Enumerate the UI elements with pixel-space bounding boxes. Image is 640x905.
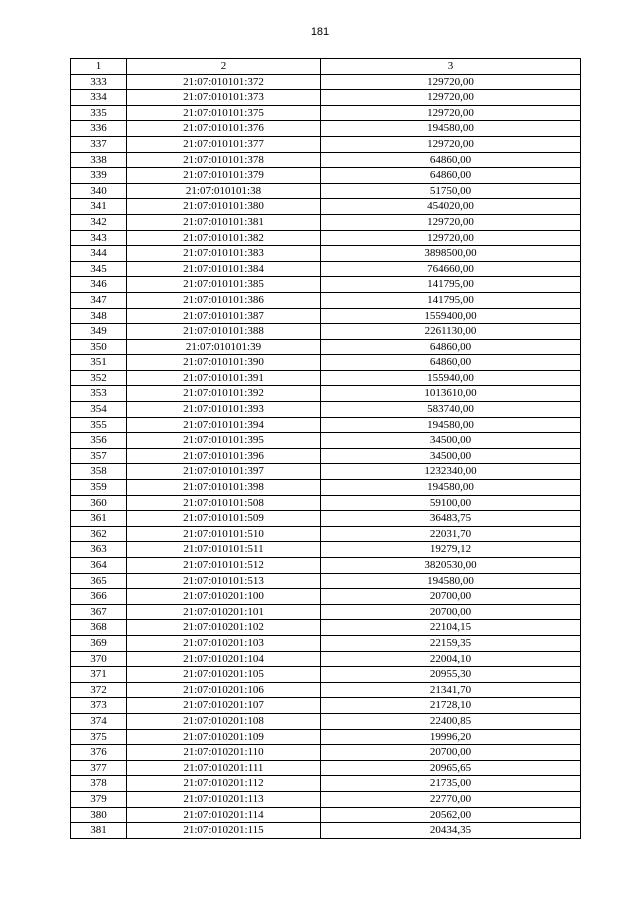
value-cell: 3898500,00 bbox=[321, 246, 581, 262]
row-number-cell: 350 bbox=[71, 339, 127, 355]
cadastral-number-cell: 21:07:010101:386 bbox=[127, 292, 321, 308]
cadastral-number-cell: 21:07:010201:101 bbox=[127, 604, 321, 620]
row-number-cell: 358 bbox=[71, 464, 127, 480]
value-cell: 22770,00 bbox=[321, 791, 581, 807]
cadastral-number-cell: 21:07:010201:111 bbox=[127, 760, 321, 776]
row-number-cell: 349 bbox=[71, 324, 127, 340]
row-number-cell: 341 bbox=[71, 199, 127, 215]
row-number-cell: 357 bbox=[71, 448, 127, 464]
table-row bbox=[71, 261, 581, 277]
value-cell: 1013610,00 bbox=[321, 386, 581, 402]
cadastral-number-cell: 21:07:010101:387 bbox=[127, 308, 321, 324]
row-number-cell: 345 bbox=[71, 261, 127, 277]
row-number-cell: 378 bbox=[71, 776, 127, 792]
row-number-cell: 379 bbox=[71, 791, 127, 807]
table-row bbox=[71, 74, 581, 90]
table-row bbox=[71, 448, 581, 464]
cadastral-number-cell: 21:07:010101:397 bbox=[127, 464, 321, 480]
table-row bbox=[71, 729, 581, 745]
value-cell: 20700,00 bbox=[321, 745, 581, 761]
table-row bbox=[71, 168, 581, 184]
value-cell: 129720,00 bbox=[321, 105, 581, 121]
table-row bbox=[71, 760, 581, 776]
cadastral-number-cell: 21:07:010201:114 bbox=[127, 807, 321, 823]
table-row bbox=[71, 214, 581, 230]
row-number-cell: 344 bbox=[71, 246, 127, 262]
table-row bbox=[71, 199, 581, 215]
table-header-row bbox=[71, 59, 581, 75]
value-cell: 20700,00 bbox=[321, 604, 581, 620]
value-cell: 21728,10 bbox=[321, 698, 581, 714]
row-number-cell: 362 bbox=[71, 526, 127, 542]
value-cell: 20955,30 bbox=[321, 667, 581, 683]
value-cell: 194580,00 bbox=[321, 480, 581, 496]
row-number-cell: 333 bbox=[71, 74, 127, 90]
table-row bbox=[71, 339, 581, 355]
value-cell: 21735,00 bbox=[321, 776, 581, 792]
value-cell: 19279,12 bbox=[321, 542, 581, 558]
cadastral-number-cell: 21:07:010101:39 bbox=[127, 339, 321, 355]
table-row bbox=[71, 823, 581, 839]
row-number-cell: 355 bbox=[71, 417, 127, 433]
cadastral-number-cell: 21:07:010201:103 bbox=[127, 635, 321, 651]
table-row bbox=[71, 558, 581, 574]
row-number-cell: 334 bbox=[71, 90, 127, 106]
row-number-cell: 356 bbox=[71, 433, 127, 449]
row-number-cell: 363 bbox=[71, 542, 127, 558]
table-row bbox=[71, 277, 581, 293]
value-cell: 764660,00 bbox=[321, 261, 581, 277]
page-number: 181 bbox=[310, 26, 330, 38]
row-number-cell: 366 bbox=[71, 589, 127, 605]
row-number-cell: 353 bbox=[71, 386, 127, 402]
value-cell: 34500,00 bbox=[321, 433, 581, 449]
cadastral-number-cell: 21:07:010201:113 bbox=[127, 791, 321, 807]
value-cell: 22104,15 bbox=[321, 620, 581, 636]
cadastral-number-cell: 21:07:010201:105 bbox=[127, 667, 321, 683]
row-number-cell: 364 bbox=[71, 558, 127, 574]
table-row bbox=[71, 308, 581, 324]
value-cell: 22031,70 bbox=[321, 526, 581, 542]
value-cell: 22400,85 bbox=[321, 713, 581, 729]
row-number-cell: 347 bbox=[71, 292, 127, 308]
table-row bbox=[71, 807, 581, 823]
value-cell: 64860,00 bbox=[321, 339, 581, 355]
value-cell: 129720,00 bbox=[321, 90, 581, 106]
cadastral-number-cell: 21:07:010101:509 bbox=[127, 511, 321, 527]
row-number-cell: 380 bbox=[71, 807, 127, 823]
value-cell: 454020,00 bbox=[321, 199, 581, 215]
table-row bbox=[71, 90, 581, 106]
cadastral-number-cell: 21:07:010101:375 bbox=[127, 105, 321, 121]
table-row bbox=[71, 713, 581, 729]
table-row bbox=[71, 230, 581, 246]
cadastral-number-cell: 21:07:010101:385 bbox=[127, 277, 321, 293]
cadastral-number-cell: 21:07:010101:372 bbox=[127, 74, 321, 90]
cadastral-number-cell: 21:07:010201:112 bbox=[127, 776, 321, 792]
value-cell: 129720,00 bbox=[321, 74, 581, 90]
row-number-cell: 360 bbox=[71, 495, 127, 511]
row-number-cell: 336 bbox=[71, 121, 127, 137]
table-row bbox=[71, 698, 581, 714]
cadastral-number-cell: 21:07:010101:388 bbox=[127, 324, 321, 340]
table-row bbox=[71, 417, 581, 433]
cadastral-number-cell: 21:07:010101:512 bbox=[127, 558, 321, 574]
cadastral-number-cell: 21:07:010101:380 bbox=[127, 199, 321, 215]
table-row bbox=[71, 573, 581, 589]
value-cell: 194580,00 bbox=[321, 417, 581, 433]
cadastral-number-cell: 21:07:010101:384 bbox=[127, 261, 321, 277]
table-row bbox=[71, 355, 581, 371]
row-number-cell: 371 bbox=[71, 667, 127, 683]
table-row bbox=[71, 776, 581, 792]
value-cell: 129720,00 bbox=[321, 136, 581, 152]
row-number-cell: 340 bbox=[71, 183, 127, 199]
table-row bbox=[71, 105, 581, 121]
column-header-cadastral-number: 2 bbox=[127, 59, 321, 75]
row-number-cell: 377 bbox=[71, 760, 127, 776]
table-row bbox=[71, 791, 581, 807]
cadastral-number-cell: 21:07:010101:392 bbox=[127, 386, 321, 402]
column-header-value: 3 bbox=[321, 59, 581, 75]
cadastral-number-cell: 21:07:010101:393 bbox=[127, 402, 321, 418]
value-cell: 20562,00 bbox=[321, 807, 581, 823]
value-cell: 21341,70 bbox=[321, 682, 581, 698]
table-body bbox=[71, 74, 581, 838]
table-row bbox=[71, 292, 581, 308]
row-number-cell: 351 bbox=[71, 355, 127, 371]
value-cell: 64860,00 bbox=[321, 152, 581, 168]
value-cell: 1559400,00 bbox=[321, 308, 581, 324]
row-number-cell: 375 bbox=[71, 729, 127, 745]
value-cell: 155940,00 bbox=[321, 370, 581, 386]
cadastral-number-cell: 21:07:010101:395 bbox=[127, 433, 321, 449]
cadastral-number-cell: 21:07:010101:510 bbox=[127, 526, 321, 542]
cadastral-number-cell: 21:07:010101:382 bbox=[127, 230, 321, 246]
table-row bbox=[71, 183, 581, 199]
table-row bbox=[71, 136, 581, 152]
cadastral-number-cell: 21:07:010201:100 bbox=[127, 589, 321, 605]
row-number-cell: 372 bbox=[71, 682, 127, 698]
value-cell: 2261130,00 bbox=[321, 324, 581, 340]
table-row bbox=[71, 511, 581, 527]
value-cell: 22159,35 bbox=[321, 635, 581, 651]
table-row bbox=[71, 667, 581, 683]
table-row bbox=[71, 324, 581, 340]
row-number-cell: 374 bbox=[71, 713, 127, 729]
value-cell: 59100,00 bbox=[321, 495, 581, 511]
value-cell: 194580,00 bbox=[321, 573, 581, 589]
value-cell: 141795,00 bbox=[321, 292, 581, 308]
table-row bbox=[71, 152, 581, 168]
cadastral-number-cell: 21:07:010101:394 bbox=[127, 417, 321, 433]
value-cell: 19996,20 bbox=[321, 729, 581, 745]
value-cell: 20700,00 bbox=[321, 589, 581, 605]
row-number-cell: 361 bbox=[71, 511, 127, 527]
value-cell: 583740,00 bbox=[321, 402, 581, 418]
row-number-cell: 368 bbox=[71, 620, 127, 636]
cadastral-number-cell: 21:07:010101:38 bbox=[127, 183, 321, 199]
cadastral-number-cell: 21:07:010101:381 bbox=[127, 214, 321, 230]
row-number-cell: 365 bbox=[71, 573, 127, 589]
value-cell: 20434,35 bbox=[321, 823, 581, 839]
row-number-cell: 359 bbox=[71, 480, 127, 496]
table-row bbox=[71, 402, 581, 418]
row-number-cell: 335 bbox=[71, 105, 127, 121]
row-number-cell: 352 bbox=[71, 370, 127, 386]
value-cell: 36483,75 bbox=[321, 511, 581, 527]
cadastral-number-cell: 21:07:010201:109 bbox=[127, 729, 321, 745]
value-cell: 129720,00 bbox=[321, 214, 581, 230]
row-number-cell: 369 bbox=[71, 635, 127, 651]
column-header-number: 1 bbox=[71, 59, 127, 75]
cadastral-number-cell: 21:07:010101:391 bbox=[127, 370, 321, 386]
cadastral-number-cell: 21:07:010101:377 bbox=[127, 136, 321, 152]
value-cell: 20965,65 bbox=[321, 760, 581, 776]
row-number-cell: 348 bbox=[71, 308, 127, 324]
cadastral-number-cell: 21:07:010101:390 bbox=[127, 355, 321, 371]
table-row bbox=[71, 526, 581, 542]
table-row bbox=[71, 589, 581, 605]
table-row bbox=[71, 495, 581, 511]
table-row bbox=[71, 682, 581, 698]
row-number-cell: 343 bbox=[71, 230, 127, 246]
row-number-cell: 338 bbox=[71, 152, 127, 168]
table-row bbox=[71, 480, 581, 496]
table-row bbox=[71, 370, 581, 386]
cadastral-number-cell: 21:07:010101:511 bbox=[127, 542, 321, 558]
table-row bbox=[71, 604, 581, 620]
table-row bbox=[71, 386, 581, 402]
value-cell: 51750,00 bbox=[321, 183, 581, 199]
cadastral-number-cell: 21:07:010101:378 bbox=[127, 152, 321, 168]
row-number-cell: 346 bbox=[71, 277, 127, 293]
cadastral-number-cell: 21:07:010101:513 bbox=[127, 573, 321, 589]
table-row bbox=[71, 745, 581, 761]
cadastral-number-cell: 21:07:010101:383 bbox=[127, 246, 321, 262]
cadastral-number-cell: 21:07:010101:379 bbox=[127, 168, 321, 184]
value-cell: 194580,00 bbox=[321, 121, 581, 137]
table-row bbox=[71, 464, 581, 480]
value-cell: 22004,10 bbox=[321, 651, 581, 667]
table-row bbox=[71, 121, 581, 137]
row-number-cell: 370 bbox=[71, 651, 127, 667]
cadastral-number-cell: 21:07:010101:396 bbox=[127, 448, 321, 464]
cadastral-number-cell: 21:07:010101:376 bbox=[127, 121, 321, 137]
value-cell: 141795,00 bbox=[321, 277, 581, 293]
cadastral-number-cell: 21:07:010101:373 bbox=[127, 90, 321, 106]
cadastral-number-cell: 21:07:010201:107 bbox=[127, 698, 321, 714]
value-cell: 64860,00 bbox=[321, 168, 581, 184]
cadastral-number-cell: 21:07:010101:398 bbox=[127, 480, 321, 496]
table-row bbox=[71, 246, 581, 262]
row-number-cell: 342 bbox=[71, 214, 127, 230]
value-cell: 3820530,00 bbox=[321, 558, 581, 574]
value-cell: 34500,00 bbox=[321, 448, 581, 464]
row-number-cell: 367 bbox=[71, 604, 127, 620]
cadastral-number-cell: 21:07:010201:115 bbox=[127, 823, 321, 839]
cadastral-number-cell: 21:07:010201:106 bbox=[127, 682, 321, 698]
value-cell: 129720,00 bbox=[321, 230, 581, 246]
table-row bbox=[71, 542, 581, 558]
cadastral-number-cell: 21:07:010201:108 bbox=[127, 713, 321, 729]
table-row bbox=[71, 620, 581, 636]
row-number-cell: 381 bbox=[71, 823, 127, 839]
row-number-cell: 337 bbox=[71, 136, 127, 152]
cadastral-number-cell: 21:07:010201:104 bbox=[127, 651, 321, 667]
data-table bbox=[70, 58, 581, 839]
row-number-cell: 373 bbox=[71, 698, 127, 714]
row-number-cell: 376 bbox=[71, 745, 127, 761]
row-number-cell: 354 bbox=[71, 402, 127, 418]
value-cell: 64860,00 bbox=[321, 355, 581, 371]
table-row bbox=[71, 651, 581, 667]
row-number-cell: 339 bbox=[71, 168, 127, 184]
cadastral-number-cell: 21:07:010201:102 bbox=[127, 620, 321, 636]
table-row bbox=[71, 433, 581, 449]
table-row bbox=[71, 635, 581, 651]
cadastral-number-cell: 21:07:010201:110 bbox=[127, 745, 321, 761]
cadastral-number-cell: 21:07:010101:508 bbox=[127, 495, 321, 511]
value-cell: 1232340,00 bbox=[321, 464, 581, 480]
